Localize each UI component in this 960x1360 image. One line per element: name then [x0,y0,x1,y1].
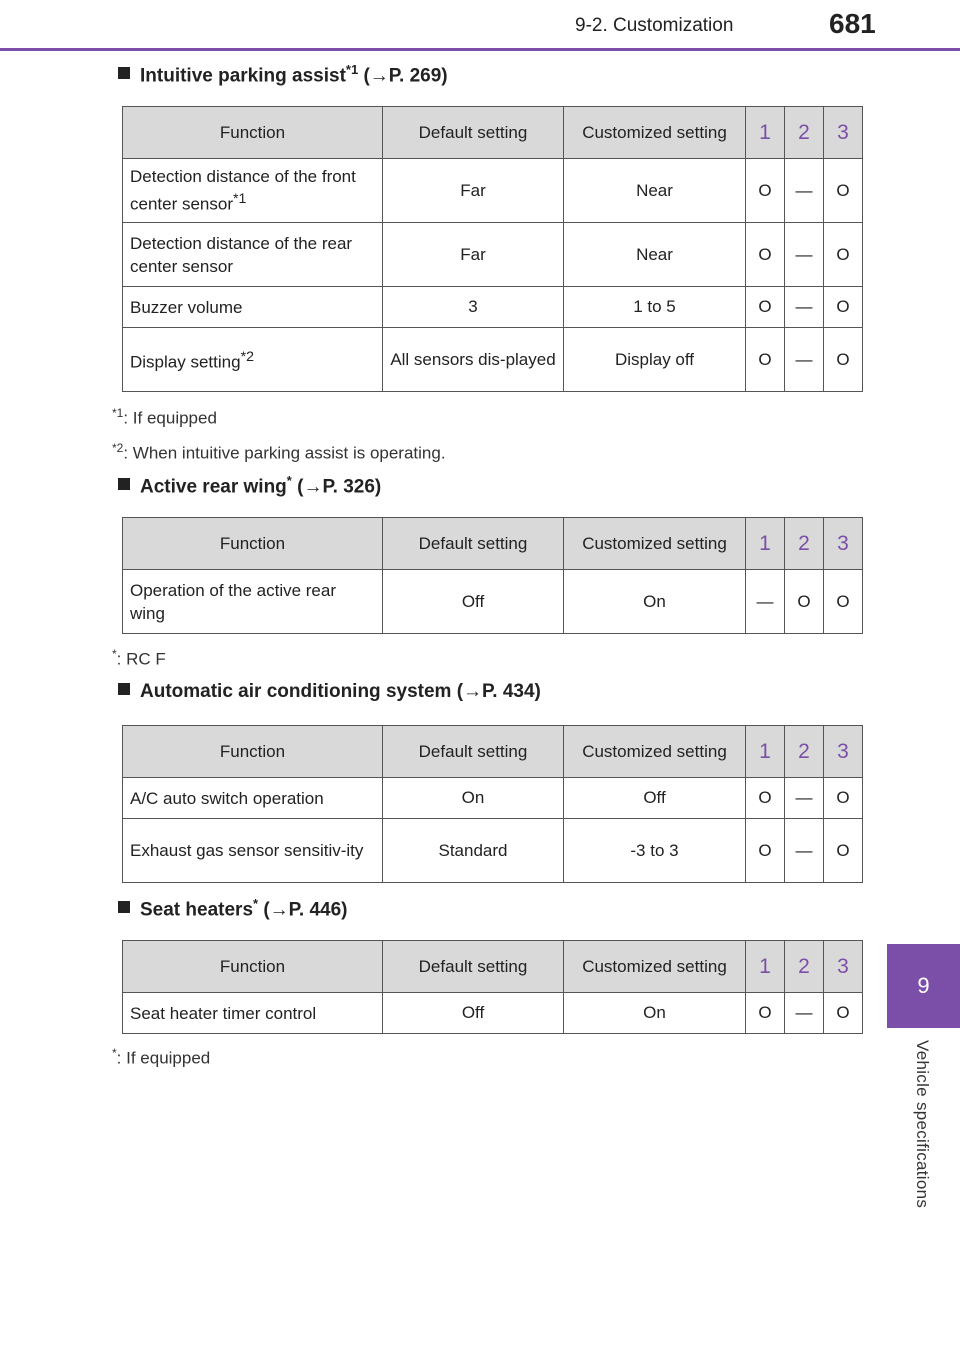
table-row [123,778,863,819]
header-num-1: 1 [746,726,785,778]
cell-mark-3: O [824,223,863,287]
header-default: Default setting [383,941,564,993]
cell-function: Exhaust gas sensor sensitiv-ity [123,819,383,883]
cell-custom: 1 to 5 [564,287,746,328]
cell-default: 3 [383,287,564,328]
header-function: Function [123,518,383,570]
table-row [123,819,863,883]
cell-mark-3: O [824,570,863,634]
header-num-3: 3 [824,518,863,570]
page-reference[interactable]: (→P. 326) [291,476,382,498]
footnote: $^{*1}$: If equipped [112,406,217,428]
header-function: Function [123,941,383,993]
cell-mark-3: O [824,328,863,392]
header-num-1: 1 [746,518,785,570]
cell-default: Far [383,223,564,287]
cell-function: Detection distance of the rear center sensor [123,223,383,287]
cell-mark-3: O [824,993,863,1034]
seat-heater-settings-table [122,940,863,1034]
header-customized: Customized setting [564,941,746,993]
cell-mark-2: — [785,993,824,1034]
cell-default: Off [383,570,564,634]
header-divider [0,48,960,51]
cell-mark-1: O [746,159,785,223]
table-row [123,570,863,634]
header-function: Function [123,726,383,778]
header-num-3: 3 [824,941,863,993]
square-bullet-icon [118,67,130,79]
header-customized: Customized setting [564,518,746,570]
cell-custom: Off [564,778,746,819]
cell-mark-2: — [785,223,824,287]
cell-mark-2: — [785,287,824,328]
cell-mark-1: O [746,778,785,819]
header-num-2: 2 [785,726,824,778]
cell-mark-1: O [746,328,785,392]
cell-mark-1: O [746,819,785,883]
parking-settings-table [122,106,863,392]
cell-function: A/C auto switch operation [123,778,383,819]
square-bullet-icon [118,683,130,695]
footnote: $^{*2}$: When intuitive parking assist is operating. [112,441,446,463]
chapter-label: Vehicle specifications [913,1040,932,1209]
header-customized: Customized setting [564,107,746,159]
header-num-1: 1 [746,107,785,159]
header-num-2: 2 [785,107,824,159]
square-bullet-icon [118,901,130,913]
footnote: *: If equipped [112,1046,211,1068]
table-header-row [123,726,863,778]
table-row [123,287,863,328]
cell-mark-2: — [785,819,824,883]
header-default: Default setting [383,726,564,778]
cell-custom: On [564,570,746,634]
cell-custom: On [564,993,746,1034]
header-customized: Customized setting [564,726,746,778]
table-row [123,993,863,1034]
chapter-tab: 9 [887,944,960,1028]
cell-mark-3: O [824,778,863,819]
footnote: *: RC F [112,647,166,669]
rear-wing-settings-table [122,517,863,634]
cell-mark-2: — [785,778,824,819]
cell-custom: -3 to 3 [564,819,746,883]
cell-function: Operation of the active rear wing [123,570,383,634]
section-title-parking: Intuitive parking assist$^{*1}$ (→P. 269) [118,62,448,87]
table-row [123,223,863,287]
section-title-seat-heaters: Seat heaters* (→P. 446) [118,896,348,921]
square-bullet-icon [118,478,130,490]
section-title-ac: Automatic air conditioning system (→P. 434) [118,681,541,703]
cell-mark-1: O [746,287,785,328]
cell-custom: Near [564,159,746,223]
header-default: Default setting [383,107,564,159]
cell-mark-3: O [824,819,863,883]
table-header-row [123,518,863,570]
page-reference[interactable]: (→P. 269) [358,65,448,87]
table-row [123,159,863,223]
page-reference[interactable]: (→P. 446) [258,899,348,921]
section-title-rear-wing: Active rear wing* (→P. 326) [118,473,381,498]
ac-settings-table [122,725,863,883]
cell-custom: Display off [564,328,746,392]
header-num-3: 3 [824,107,863,159]
table-row [123,328,863,392]
cell-default: Off [383,993,564,1034]
cell-mark-2: — [785,328,824,392]
cell-default: On [383,778,564,819]
table-header-row [123,107,863,159]
cell-mark-2: — [785,159,824,223]
header-function: Function [123,107,383,159]
table-header-row [123,941,863,993]
cell-function: Buzzer volume [123,287,383,328]
header-num-2: 2 [785,941,824,993]
page-number: 681 [829,8,876,39]
header-section-title: 9-2. Customization [575,15,734,36]
cell-mark-1: — [746,570,785,634]
cell-mark-1: O [746,223,785,287]
cell-function: Seat heater timer control [123,993,383,1034]
cell-default: Far [383,159,564,223]
cell-function: Display setting$^{*2}$ [123,328,383,392]
header-num-3: 3 [824,726,863,778]
cell-mark-1: O [746,993,785,1034]
cell-default: All sensors dis-played [383,328,564,392]
cell-mark-2: O [785,570,824,634]
header-default: Default setting [383,518,564,570]
cell-mark-3: O [824,287,863,328]
cell-default: Standard [383,819,564,883]
page-reference[interactable]: (→P. 434) [451,681,541,702]
cell-mark-3: O [824,159,863,223]
cell-function: Detection distance of the front center sensor$^{*1}$ [123,159,383,223]
header-num-1: 1 [746,941,785,993]
header-num-2: 2 [785,518,824,570]
cell-custom: Near [564,223,746,287]
